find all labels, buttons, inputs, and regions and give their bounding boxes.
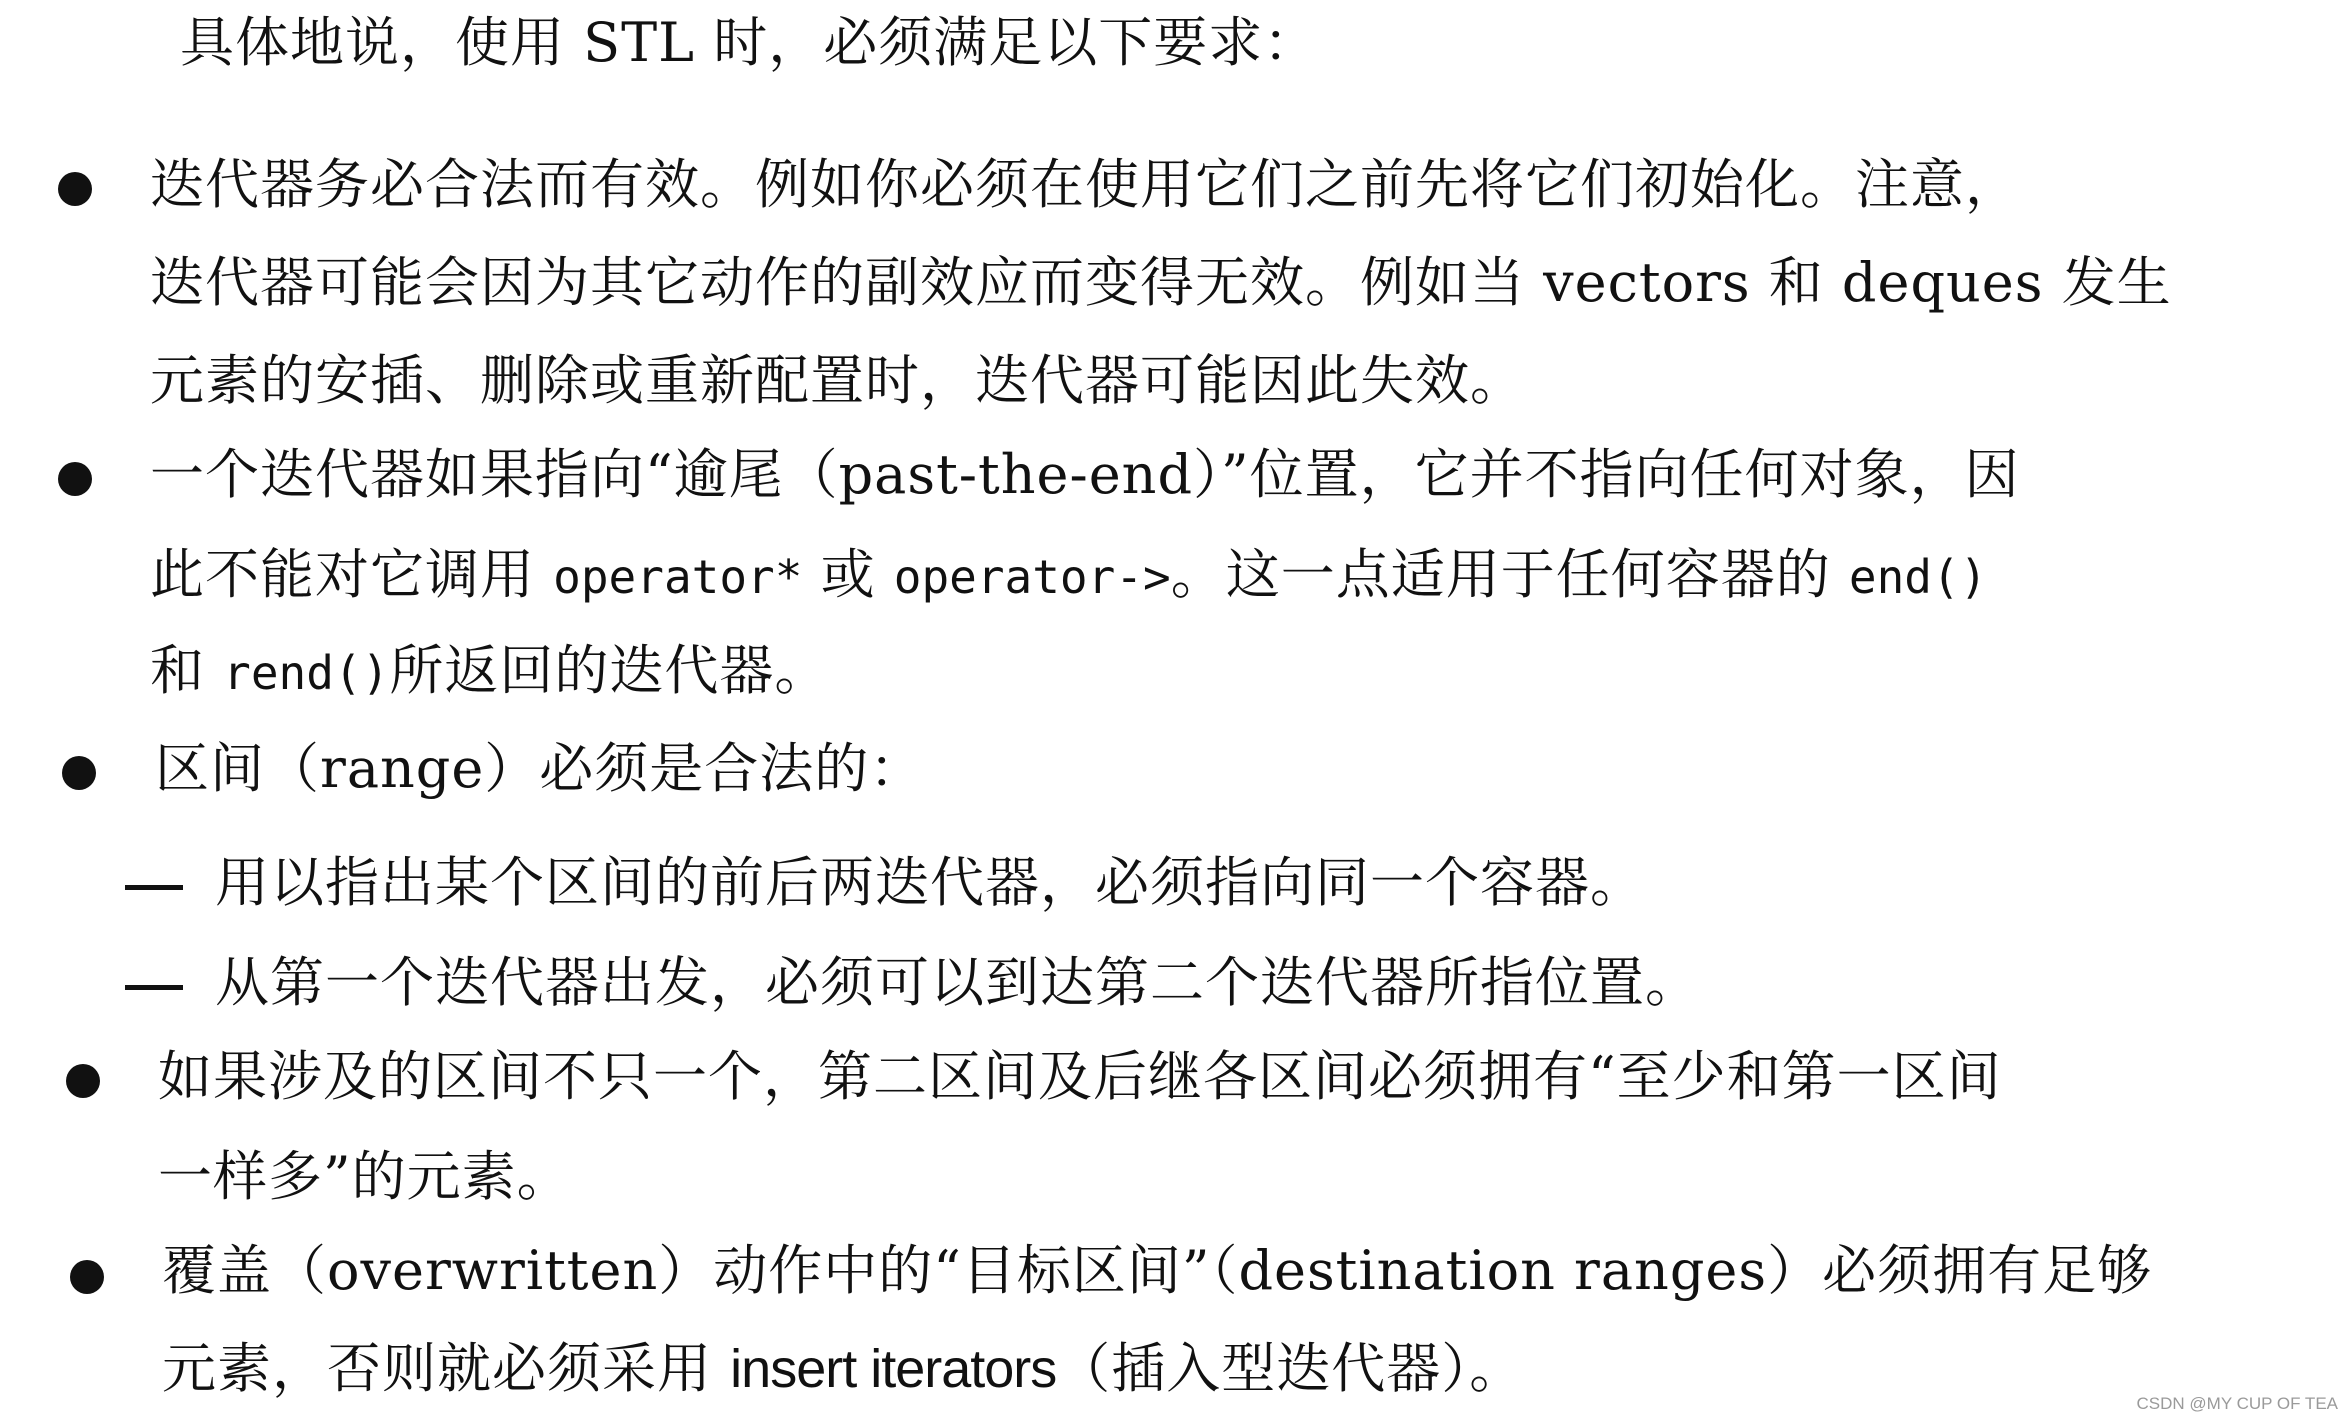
item-2-line-1: 一个迭代器如果指向“逾尾（past-the-end）”位置，它并不指向任何对象，因	[150, 443, 2020, 506]
code-operator-arrow: operator->	[893, 550, 1171, 604]
item-4-line-1: 如果涉及的区间不只一个，第二区间及后继各区间必须拥有“至少和第一区间	[158, 1045, 2002, 1108]
item-1-line-1: 迭代器务必合法而有效。例如你必须在使用它们之前先将它们初始化。注意，	[150, 153, 2020, 216]
item-2-line-3-text-b: 所返回的迭代器。	[389, 639, 830, 702]
item-4-line-2: 一样多”的元素。	[158, 1145, 572, 1208]
dash-icon	[125, 885, 183, 890]
item-2-line-2-text-a: 此不能对它调用	[150, 543, 554, 606]
bullet-icon	[66, 1064, 100, 1098]
item-2-line-3	[150, 636, 829, 708]
item-2-line-3-text-a: 和	[150, 639, 224, 702]
item-5-line-1: 覆盖（overwritten）动作中的“目标区间”（destination ranges）必须拥有足够	[162, 1239, 2153, 1302]
item-2-line-2-text-b: 或	[802, 543, 894, 606]
csdn-watermark: CSDN @MY CUP OF TEA	[2136, 1394, 2338, 1413]
bullet-icon	[58, 172, 92, 206]
code-rend: rend()	[223, 646, 390, 700]
bullet-icon	[62, 756, 96, 790]
item-1-line-3: 元素的安插、删除或重新配置时，迭代器可能因此失效。	[150, 349, 1525, 412]
dash-icon	[125, 985, 183, 990]
item-5-line-2-text-a: 元素，否则就必须采用	[162, 1337, 731, 1400]
item-5-line-2-text-b: （插入型迭代器）。	[1056, 1337, 1525, 1400]
code-operator-star: operator*	[553, 550, 803, 604]
bullet-icon	[58, 462, 92, 496]
item-1-line-2: 迭代器可能会因为其它动作的副效应而变得无效。例如当 vectors 和 deques 发生	[150, 251, 2172, 314]
bullet-icon	[70, 1260, 104, 1294]
code-end: end()	[1848, 550, 1988, 604]
item-3-subitem-2: 从第一个迭代器出发，必须可以到达第二个迭代器所指位置。	[215, 951, 1700, 1014]
item-3-line-1: 区间（range）必须是合法的：	[155, 737, 925, 800]
item-5-line-2	[162, 1334, 1524, 1404]
insert-iterators-term: insert iterators	[730, 1339, 1057, 1399]
item-2-line-2	[150, 540, 1987, 612]
item-3-subitem-1: 用以指出某个区间的前后两迭代器，必须指向同一个容器。	[215, 851, 1645, 914]
item-2-line-2-text-c: 。这一点适用于任何容器的	[1170, 543, 1849, 606]
intro-paragraph: 具体地说，使用 STL 时，必须满足以下要求：	[180, 11, 1319, 74]
